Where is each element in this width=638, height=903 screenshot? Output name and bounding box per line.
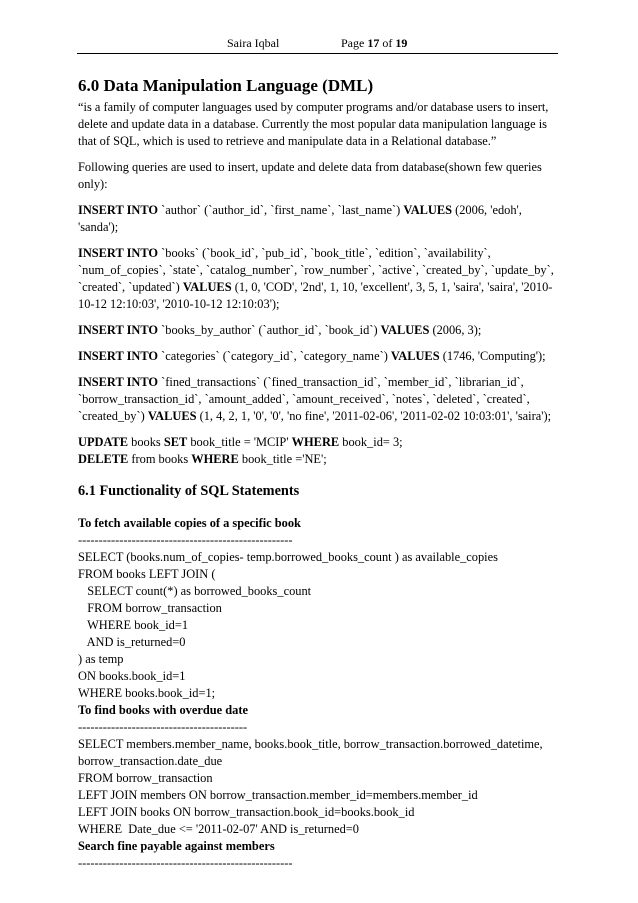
page-header (77, 34, 558, 54)
sql-line: WHERE book_id=1 (78, 618, 189, 632)
sql-block-overdue-books (78, 736, 563, 838)
subheading-overdue-books: To find books with overdue date (78, 703, 248, 717)
sql-keyword: SET (163, 435, 188, 449)
sql-block-available-copies (78, 549, 563, 702)
sql-text: book_title = 'MCIP' (187, 435, 292, 449)
queries-intro: Following queries are used to insert, update and delete data from database(shown few queries only): (78, 160, 542, 191)
query-delete (78, 451, 563, 468)
sql-line: SELECT members.member_name, books.book_title, borrow_transaction.borrowed_datetime, (78, 737, 543, 751)
sql-keyword: UPDATE (78, 435, 129, 449)
subheading-available-copies: To fetch available copies of a specific book (78, 516, 301, 530)
sql-text: `books_by_author` (`author_id`, `book_id`) (158, 323, 381, 337)
sql-line: SELECT (books.num_of_copies- temp.borrowed_books_count ) as available_copies (78, 550, 498, 564)
sql-keyword: DELETE (78, 452, 129, 466)
query-insert-categories (78, 348, 563, 365)
header-page-number (341, 36, 407, 51)
page-body (78, 75, 563, 872)
sql-keyword: INSERT INTO (78, 323, 159, 337)
divider-dashes: ---------------------------------------------------- (78, 533, 293, 547)
sql-text: (1, 0, 'COD', '2nd', 1, 10, 'excellent', 3, 5, 1, 'saira', 'saira', '2010-10-12 12:10:03', '2010-10-12 12:10:03'); (78, 280, 553, 311)
sql-keyword: WHERE (191, 452, 239, 466)
sql-text: `categories` (`category_id`, `category_name`) (158, 349, 391, 363)
sql-line: WHERE Date_due <= '2011-02-07' AND is_returned=0 (78, 822, 359, 836)
sql-text: `books` (`book_id`, `pub_id`, `book_title`, `edition`, `availability`, `num_of_copies`, `state`, `catalog_number`, `row_number`, `active`, `created_by`, `update_by`, `created`, `updated`) (78, 246, 554, 294)
sql-keyword: VALUES (390, 349, 440, 363)
page-prefix: Page (341, 36, 368, 50)
sql-keyword: WHERE (291, 435, 340, 449)
sql-text: book_id= 3; (339, 435, 403, 449)
sql-text: book_title ='NE'; (238, 452, 327, 466)
sql-keyword: INSERT INTO (78, 375, 159, 389)
sql-keyword: INSERT INTO (78, 246, 159, 260)
sql-keyword: VALUES (147, 409, 197, 423)
query-insert-books (78, 245, 563, 313)
sql-line: FROM borrow_transaction (78, 601, 222, 615)
sql-text: `fined_transactions` (`fined_transaction_id`, `member_id`, `librarian_id`, `borrow_transaction_id`, `amount_added`, `amount_received`, `notes`, `deleted`, `created`, `created_by`) (78, 375, 530, 423)
sql-text: (1746, 'Computing'); (439, 349, 546, 363)
sql-keyword: INSERT INTO (78, 349, 159, 363)
sql-line: ) as temp (78, 652, 124, 666)
sql-line: FROM borrow_transaction (78, 771, 213, 785)
divider-dashes: ----------------------------------------- (78, 720, 248, 734)
sql-text: (2006, 3); (429, 323, 482, 337)
query-insert-fined-transactions (78, 374, 563, 425)
sql-line: AND is_returned=0 (78, 635, 186, 649)
page-total: 19 (395, 36, 408, 50)
sql-text: (2006, 'edoh', 'sanda'); (78, 203, 522, 234)
sql-text: books (128, 435, 164, 449)
page-current: 17 (367, 36, 380, 50)
sql-line: SELECT count(*) as borrowed_books_count (78, 584, 312, 598)
subheading-fine-payable: Search fine payable against members (78, 839, 275, 853)
sql-text: (1, 4, 2, 1, '0', '0', 'no fine', '2011-02-06', '2011-02-02 10:03:01', 'saira'); (196, 409, 552, 423)
sql-line: WHERE books.book_id=1; (78, 686, 216, 700)
sql-line: FROM books LEFT JOIN ( (78, 567, 216, 581)
section-title-functionality: 6.1 Functionality of SQL Statements (78, 483, 300, 499)
sql-line: ON books.book_id=1 (78, 669, 186, 683)
section-title-dml: 6.0 Data Manipulation Language (DML) (78, 76, 374, 95)
sql-keyword: INSERT INTO (78, 203, 159, 217)
query-insert-author (78, 202, 563, 236)
query-update (78, 434, 563, 451)
sql-line: LEFT JOIN members ON borrow_transaction.member_id=members.member_id (78, 788, 478, 802)
divider-dashes: ---------------------------------------------------- (78, 856, 293, 870)
sql-keyword: VALUES (403, 203, 453, 217)
query-insert-books-by-author (78, 322, 563, 339)
sql-keyword: VALUES (182, 280, 232, 294)
sql-text: `author` (`author_id`, `first_name`, `last_name`) (158, 203, 404, 217)
sql-line: borrow_transaction.date_due (78, 754, 223, 768)
sql-keyword: VALUES (380, 323, 430, 337)
header-author: Saira Iqbal (227, 36, 280, 50)
page-mid: of (379, 36, 396, 50)
dml-definition: “is a family of computer languages used by computer programs and/or database users to insert, delete and update data in a database. Currently the most popular data manipulation language is that of SQL, which is used to retrieve and manipulate data in a Relational database.” (78, 100, 549, 148)
sql-text: from books (128, 452, 192, 466)
sql-line: LEFT JOIN books ON borrow_transaction.book_id=books.book_id (78, 805, 415, 819)
